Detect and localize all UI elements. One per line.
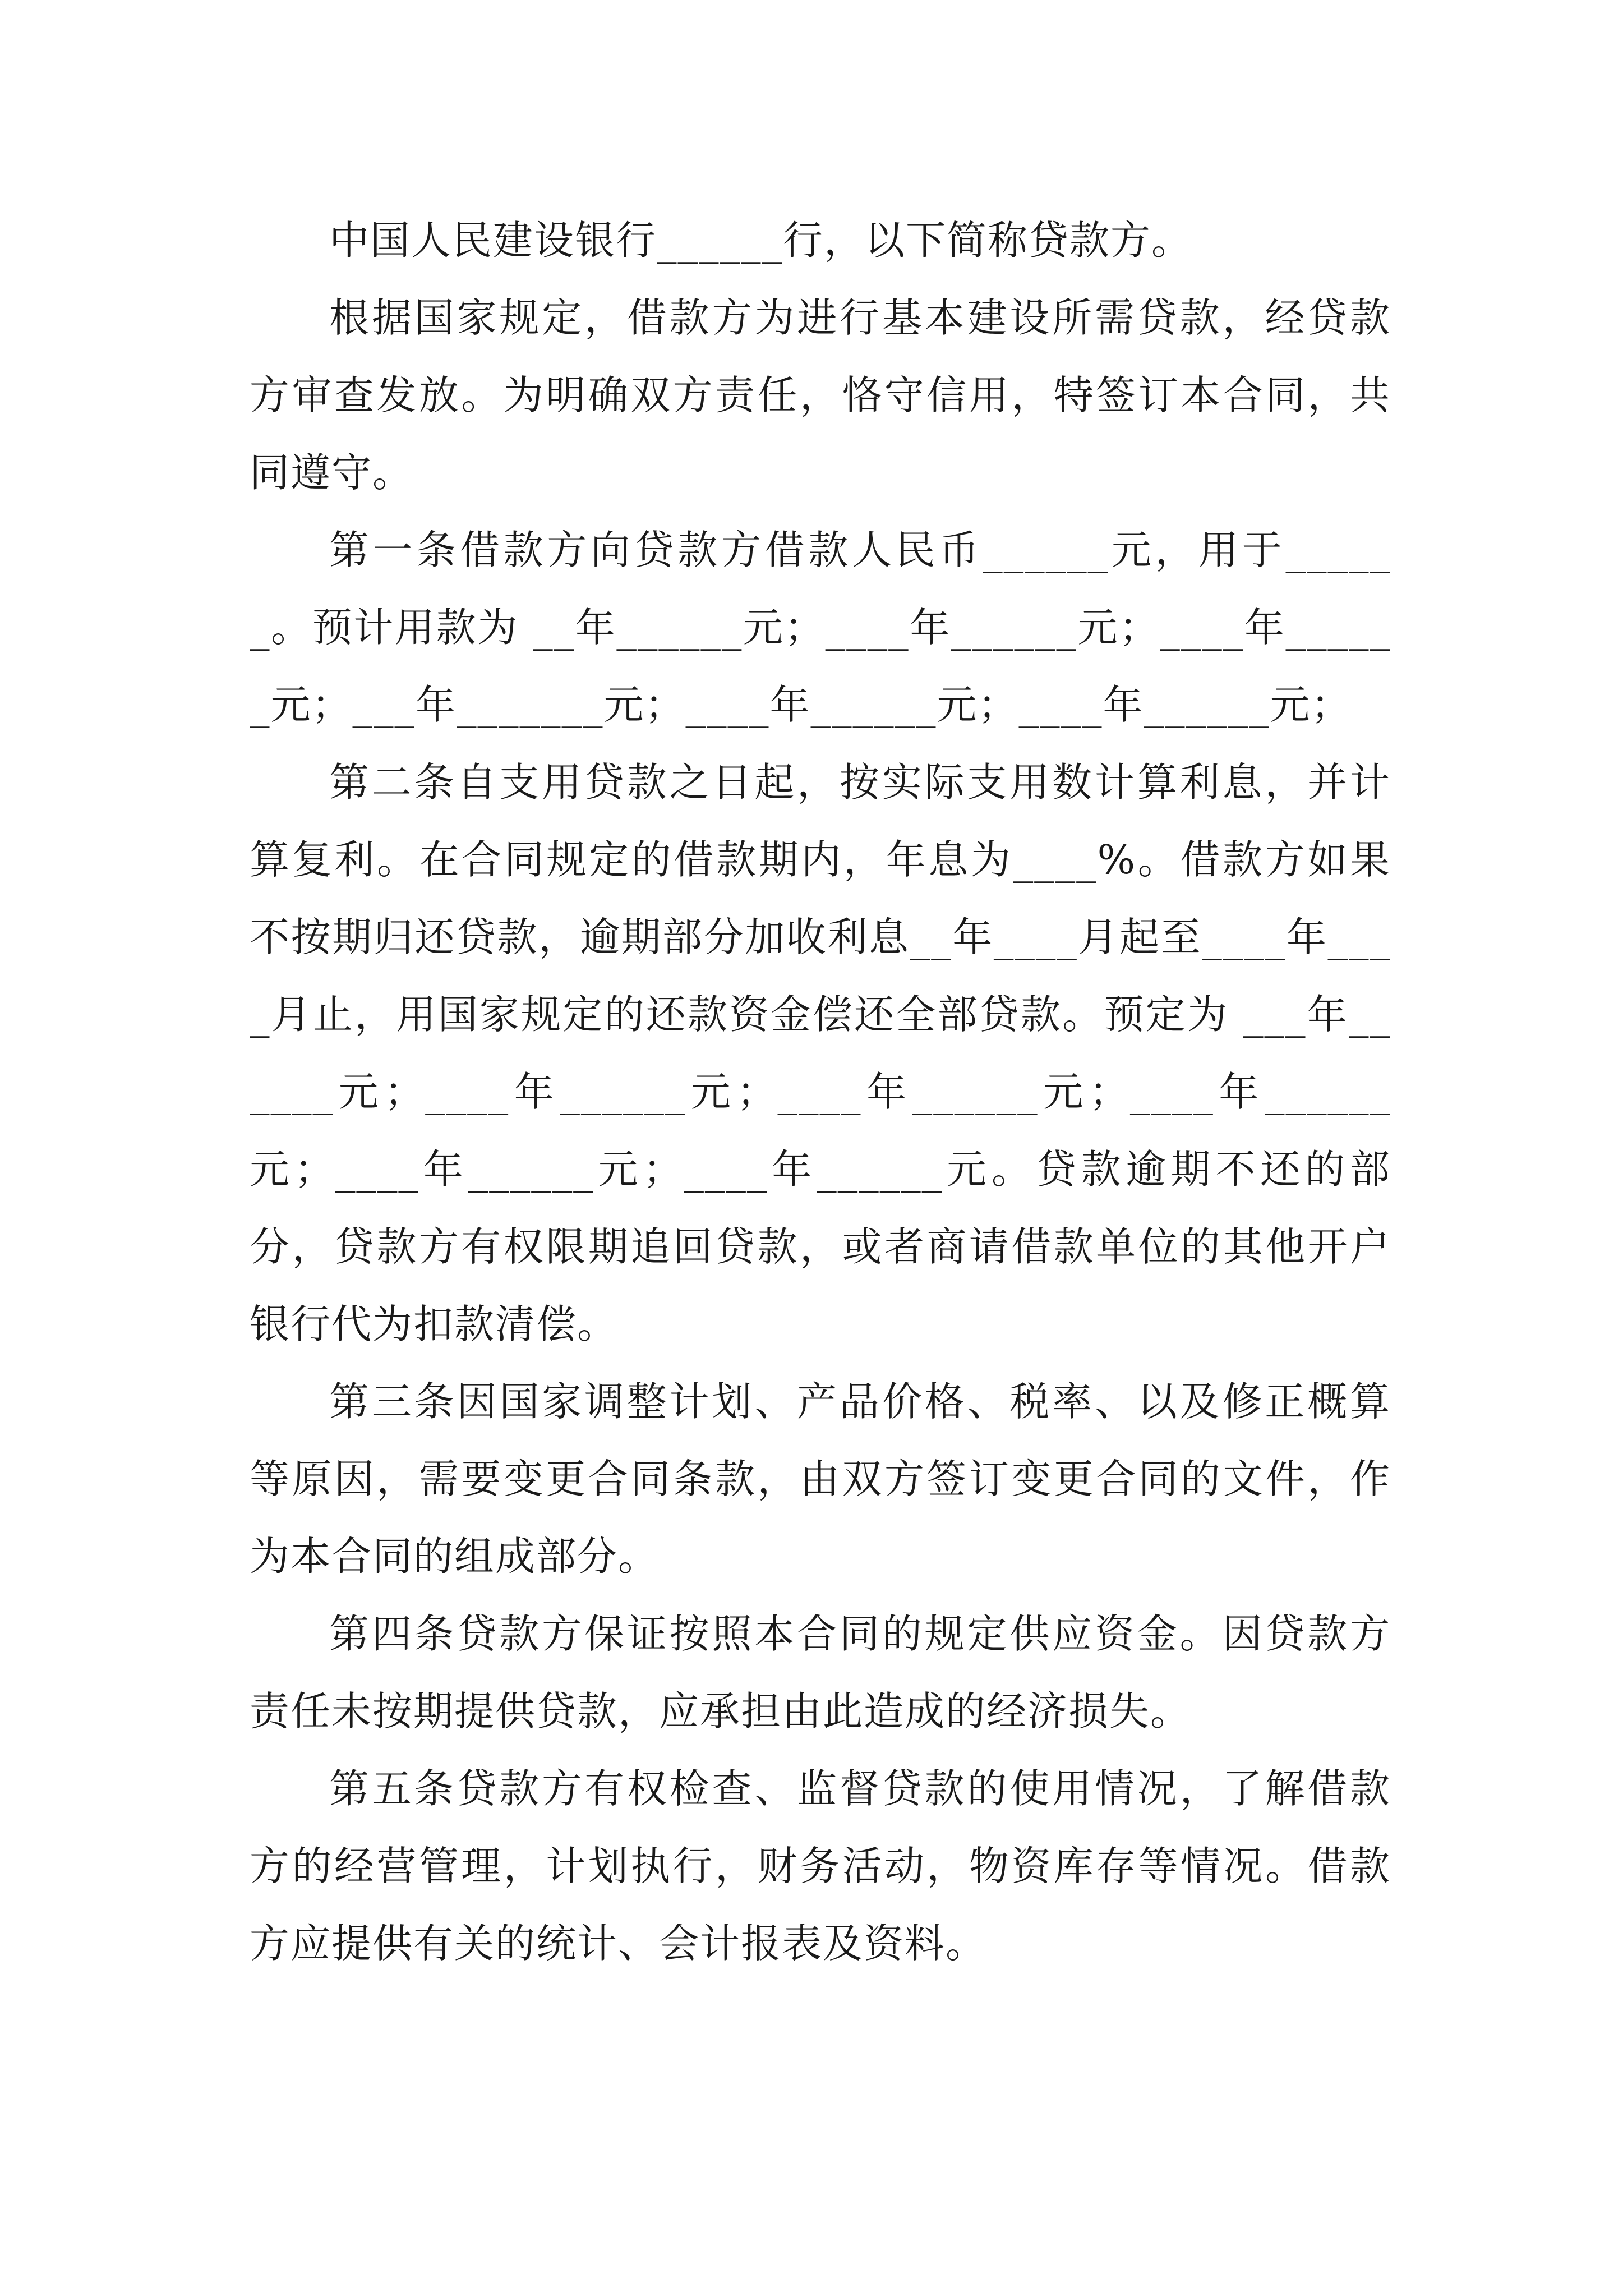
paragraph-article-5: 第五条贷款方有权检查、监督贷款的使用情况，了解借款方的经营管理，计划执行，财务活动，物资库存等情况。借款方应提供有关的统计、会计报表及资料。 <box>250 1765 1391 1967</box>
paragraph-article-1: 第一条借款方向贷款方借款人民币______元，用于______。预计用款为 __年______元；____年______元；____年______元；___年_______元；____年______元；____年______元； <box>250 527 1391 728</box>
paragraph-preamble: 根据国家规定，借款方为进行基本建设所需贷款，经贷款方审查发放。为明确双方责任，恪守信用，特签订本合同，共同遵守。 <box>250 295 1391 496</box>
paragraph-article-3: 第三条因国家调整计划、产品价格、税率、以及修正概算等原因，需要变更合同条款，由双方签订变更合同的文件，作为本合同的组成部分。 <box>250 1378 1391 1580</box>
paragraph-lender-intro: 中国人民建设银行______行，以下简称贷款方。 <box>329 217 1193 264</box>
paragraph-article-4: 第四条贷款方保证按照本合同的规定供应资金。因贷款方责任未按期提供贷款，应承担由此造成的经济损失。 <box>250 1611 1391 1734</box>
document-body <box>250 202 1391 1982</box>
paragraph-article-2: 第二条自支用贷款之日起，按实际支用数计算利息，并计算复利。在合同规定的借款期内，年息为____%。借款方如果不按期归还贷款，逾期部分加收利息__年____月起至____年____月止，用国家规定的还款资金偿还全部贷款。预定为 ___年______元；____年______元；____年______元；____年______元；____年______元；____年______元。贷款逾期不还的部分，贷款方有权限期追回贷款，或者商请借款单位的其他开户银行代为扣款清偿。 <box>250 759 1391 1347</box>
